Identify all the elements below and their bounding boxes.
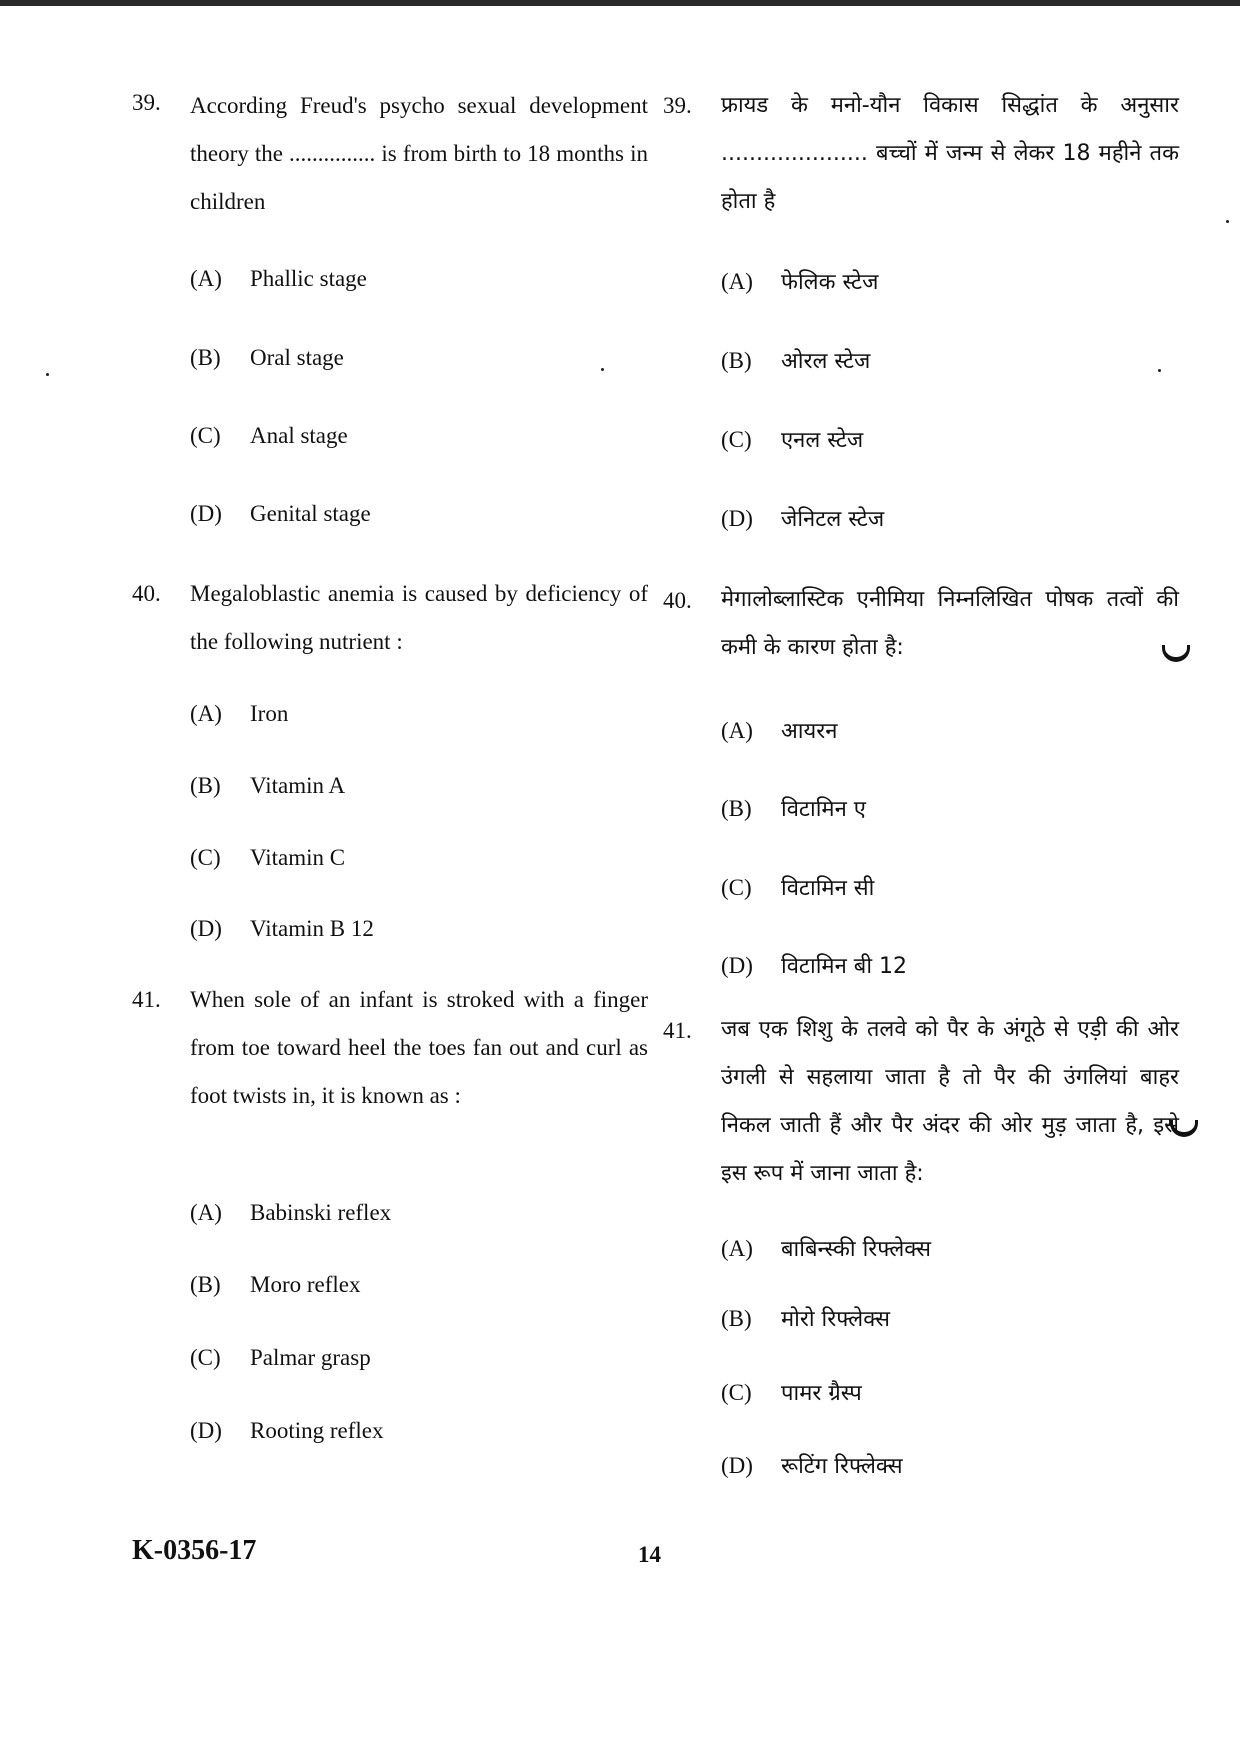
option — [190, 773, 345, 799]
option-text: विटामिन बी 12 — [781, 954, 908, 979]
question-number: 39. — [663, 93, 692, 118]
option-label: (B) — [190, 1272, 221, 1297]
option — [190, 1418, 384, 1444]
option-text: Babinski reflex — [250, 1200, 392, 1225]
option-text: Vitamin A — [250, 773, 346, 798]
option — [721, 715, 837, 745]
option-label: (A) — [190, 1200, 222, 1225]
option-text: मोरो रिफ्लेक्स — [781, 1307, 890, 1332]
option-label: (A) — [721, 269, 753, 294]
option-text: रूटिंग रिफ्लेक्स — [781, 1454, 903, 1479]
question-number: 41. — [663, 1018, 692, 1043]
option — [190, 1272, 361, 1298]
option — [190, 1200, 391, 1226]
option — [190, 266, 367, 292]
option-text: जेनिटल स्टेज — [781, 507, 885, 532]
option — [721, 503, 884, 533]
option — [190, 916, 374, 942]
option — [190, 1345, 371, 1371]
option-label: (C) — [190, 423, 221, 448]
option — [721, 266, 878, 296]
option-label: (A) — [190, 266, 222, 291]
option-text: Moro reflex — [250, 1272, 361, 1297]
question-number: 41. — [132, 987, 161, 1012]
option-label: (D) — [190, 916, 222, 941]
option-text: Vitamin B 12 — [250, 916, 374, 941]
option-text: विटामिन सी — [781, 876, 875, 901]
option — [721, 1450, 903, 1480]
option-label: (B) — [721, 1306, 752, 1331]
question-text: जब एक शिशु के तलवे को पैर के अंगूठे से एड़ी की ओर उंगली से सहलाया जाता है तो पैर की उंगलियां बाहर निकल जाती हैं और पैर अंदर की ओर मुड़ जाता है, इसे इस रूप में जाना जाता है: — [721, 1017, 1179, 1186]
question-text: मेगालोब्लास्टिक एनीमिया निम्नलिखित पोषक तत्वों की कमी के कारण होता है: — [721, 587, 1179, 660]
option-label: (D) — [190, 1418, 222, 1443]
option-label: (B) — [190, 773, 221, 798]
option-label: (D) — [721, 506, 753, 531]
question-text: When sole of an infant is stroked with a finger from toe toward heel the toes fan out and curl as foot twists in, it is known as : — [190, 987, 648, 1108]
option — [721, 345, 870, 375]
english-column — [132, 0, 652, 1500]
option-text: एनल स्टेज — [781, 428, 864, 453]
option-text: Genital stage — [250, 501, 371, 526]
scan-speck — [1226, 220, 1229, 223]
option — [190, 345, 344, 371]
option-text: Vitamin C — [250, 845, 346, 870]
question-text: Megaloblastic anemia is caused by deficiency of the following nutrient : — [190, 581, 648, 654]
option-text: Rooting reflex — [250, 1418, 384, 1443]
question-number: 40. — [132, 581, 161, 606]
option-label: (A) — [190, 701, 222, 726]
question-text: According Freud's psycho sexual development theory the ............... is from birth to 18 months in children — [190, 93, 648, 214]
option-label: (D) — [721, 1453, 753, 1478]
option-label: (B) — [721, 348, 752, 373]
option-label: (B) — [190, 345, 221, 370]
option — [190, 701, 288, 727]
option — [721, 1303, 890, 1333]
option — [721, 872, 874, 902]
option-text: Oral stage — [250, 345, 344, 370]
option-label: (D) — [190, 501, 222, 526]
option-text: Iron — [250, 701, 289, 726]
option-text: पामर ग्रैस्प — [781, 1381, 862, 1406]
option-text: फेलिक स्टेज — [781, 270, 879, 295]
question-number: 40. — [663, 588, 692, 613]
scan-speck — [46, 373, 49, 376]
page-number: 14 — [638, 1542, 661, 1567]
option-label: (A) — [721, 718, 753, 743]
option-text: Palmar grasp — [250, 1345, 371, 1370]
paper-code: K-0356-17 — [132, 1535, 257, 1566]
option-label: (B) — [721, 796, 752, 821]
scan-speck — [601, 368, 604, 371]
option — [721, 793, 866, 823]
option-text: बाबिन्स्की रिफ्लेक्स — [781, 1237, 931, 1262]
option-label: (C) — [721, 1380, 752, 1405]
option-text: Phallic stage — [250, 266, 367, 291]
scan-speck — [1158, 369, 1161, 372]
option-label: (C) — [721, 875, 752, 900]
question-text: फ्रायड के मनो-यौन विकास सिद्धांत के अनुसार ..................... बच्चों में जन्म से लेकर 18 महीने तक होता है — [721, 93, 1179, 214]
option-text: विटामिन ए — [781, 797, 866, 822]
question-number: 39. — [132, 90, 161, 115]
option-label: (C) — [190, 845, 221, 870]
option — [190, 501, 371, 527]
option — [721, 950, 907, 980]
hindi-column — [663, 0, 1183, 1500]
option — [721, 1233, 931, 1263]
option-label: (A) — [721, 1236, 753, 1261]
option-text: ओरल स्टेज — [781, 349, 871, 374]
option — [190, 845, 345, 871]
option — [721, 424, 863, 454]
option — [190, 423, 348, 449]
option — [721, 1377, 862, 1407]
option-text: Anal stage — [250, 423, 348, 448]
option-label: (C) — [721, 427, 752, 452]
option-label: (C) — [190, 1345, 221, 1370]
option-text: आयरन — [781, 719, 838, 744]
option-label: (D) — [721, 953, 753, 978]
